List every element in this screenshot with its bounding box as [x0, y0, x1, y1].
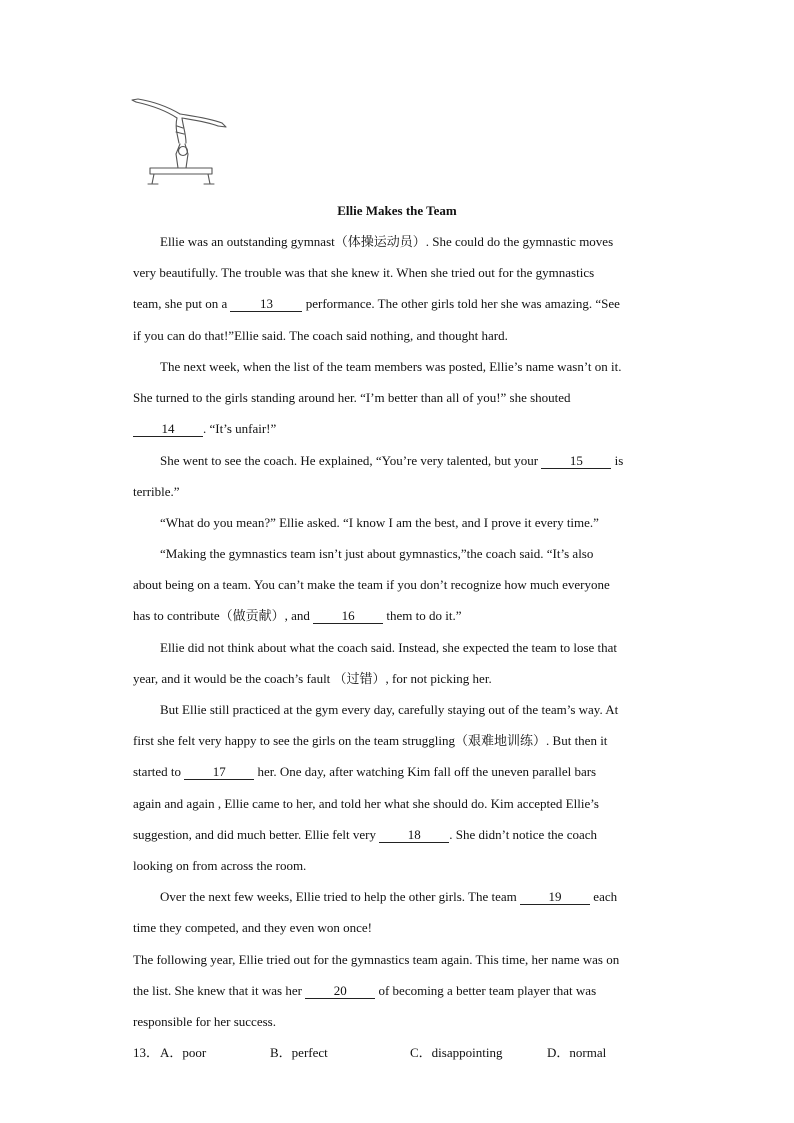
option-a[interactable]: A．poor [160, 1045, 207, 1060]
passage-line: first she felt very happy to see the girls on the team struggling（艰难地训练）. But then it [133, 733, 608, 748]
passage-line: She turned to the girls standing around her. “I’m better than all of you!” she shouted [133, 390, 571, 405]
passage-line: has to contribute（做贡献）, and 16 them to do it.” [133, 608, 462, 623]
passage-line: “Making the gymnastics team isn’t just about gymnastics,”the coach said. “It’s also [160, 546, 594, 561]
option-b[interactable]: B．perfect [270, 1045, 328, 1060]
blank-15[interactable]: 15 [541, 454, 611, 469]
passage-line: But Ellie still practiced at the gym every day, carefully staying out of the team’s way. At [160, 702, 619, 717]
question-number: 13． [133, 1045, 160, 1060]
passage-line: responsible for her success. [133, 1014, 276, 1029]
passage-line: year, and it would be the coach’s fault （过错）, for not picking her. [133, 671, 492, 686]
passage-line: suggestion, and did much better. Ellie felt very 18 . She didn’t notice the coach [133, 827, 598, 842]
passage-line: The following year, Ellie tried out for the gymnastics team again. This time, her name was on [133, 952, 620, 967]
passage-line: the list. She knew that it was her 20 of becoming a better team player that was [133, 983, 597, 998]
blank-17[interactable]: 17 [184, 765, 254, 780]
passage-line: very beautifully. The trouble was that she knew it. When she tried out for the gymnastics [133, 265, 595, 280]
blank-19[interactable]: 19 [520, 890, 590, 905]
passage-line: The next week, when the list of the team members was posted, Ellie’s name wasn’t on it. [160, 359, 622, 374]
passage-line: Ellie was an outstanding gymnast（体操运动员）. She could do the gymnastic moves [160, 234, 614, 249]
passage-line: started to 17 her. One day, after watching Kim fall off the uneven parallel bars [133, 764, 597, 779]
passage-line: terrible.” [133, 484, 180, 499]
passage-line: She went to see the coach. He explained, “You’re very talented, but your 15 is [160, 453, 624, 468]
passage-line: team, she put on a 13 performance. The other girls told her she was amazing. “See [133, 296, 620, 311]
blank-16[interactable]: 16 [313, 609, 383, 624]
passage-line: Over the next few weeks, Ellie tried to help the other girls. The team 19 each [160, 889, 618, 904]
passage-line: about being on a team. You can’t make the team if you don’t recognize how much everyone [133, 577, 610, 592]
gymnast-handstand-illustration [130, 96, 232, 188]
option-c[interactable]: C．disappointing [410, 1045, 503, 1060]
passage-line: looking on from across the room. [133, 858, 307, 873]
passage-title: Ellie Makes the Team [337, 203, 457, 218]
option-d[interactable]: D．normal [547, 1045, 607, 1060]
passage-line: again and again , Ellie came to her, and told her what she should do. Kim accepted Ellie’s [133, 796, 599, 811]
passage-line: 14 . “It’s unfair!” [133, 421, 276, 437]
passage-line: if you can do that!”Ellie said. The coach said nothing, and thought hard. [133, 328, 508, 343]
blank-14[interactable]: 14 [133, 422, 203, 437]
blank-18[interactable]: 18 [379, 828, 449, 843]
passage-line: Ellie did not think about what the coach said. Instead, she expected the team to lose that [160, 640, 618, 655]
passage-line: time they competed, and they even won once! [133, 920, 372, 935]
blank-20[interactable]: 20 [305, 984, 375, 999]
blank-13[interactable]: 13 [230, 297, 302, 312]
passage-line: “What do you mean?” Ellie asked. “I know I am the best, and I prove it every time.” [160, 515, 599, 530]
